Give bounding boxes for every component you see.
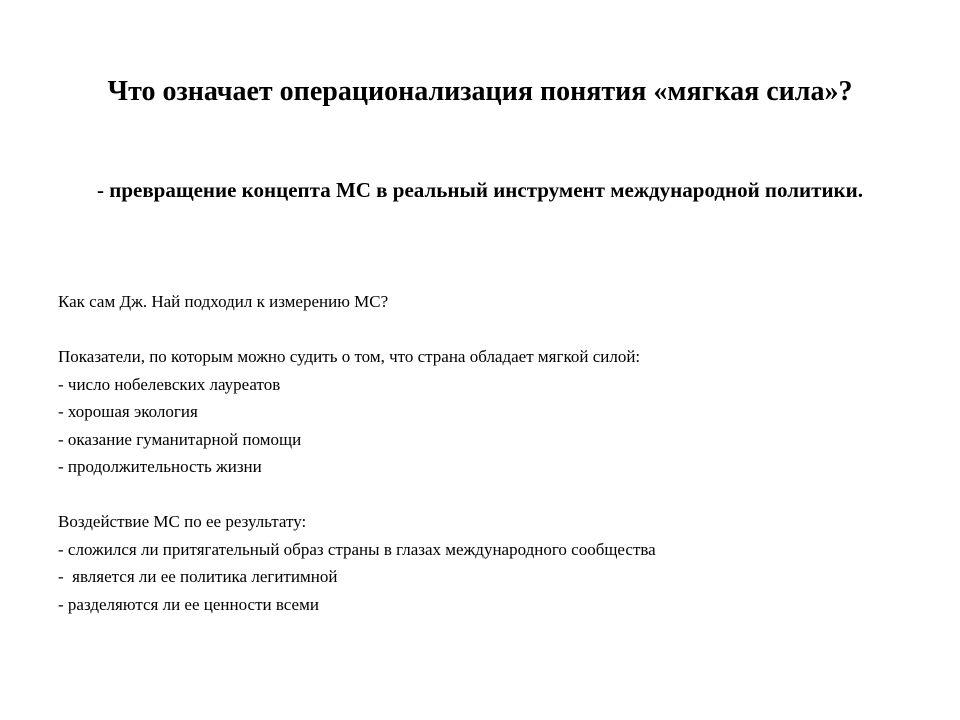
spacer: [58, 481, 918, 509]
impact-heading: Воздействие МС по ее результату:: [58, 512, 307, 531]
impact-item: - разделяются ли ее ценности всеми: [58, 594, 319, 614]
spacer: [58, 316, 918, 344]
slide-subtitle: - превращение концепта МС в реальный инструмент международной политики.: [97, 178, 863, 202]
impact-item: - является ли ее политика легитимной: [58, 567, 338, 586]
indicator-item: - продолжительность жизни: [58, 457, 262, 476]
question-text: Как сам Дж. Най подходил к измерению МС?: [58, 292, 389, 311]
indicator-item: - хорошая экология: [58, 402, 198, 421]
indicator-item: - оказание гуманитарной помощи: [58, 429, 302, 449]
indicator-item: - число нобелевских лауреатов: [58, 374, 281, 394]
indicators-heading: Показатели, по которым можно судить о том, что страна обладает мягкой силой:: [58, 347, 641, 366]
impact-item: - сложился ли притягательный образ страны в глазах международного сообщества: [58, 539, 656, 559]
slide-body: [58, 288, 918, 618]
slide-title: Что означает операционализация понятия «мягкая сила»?: [107, 76, 853, 107]
